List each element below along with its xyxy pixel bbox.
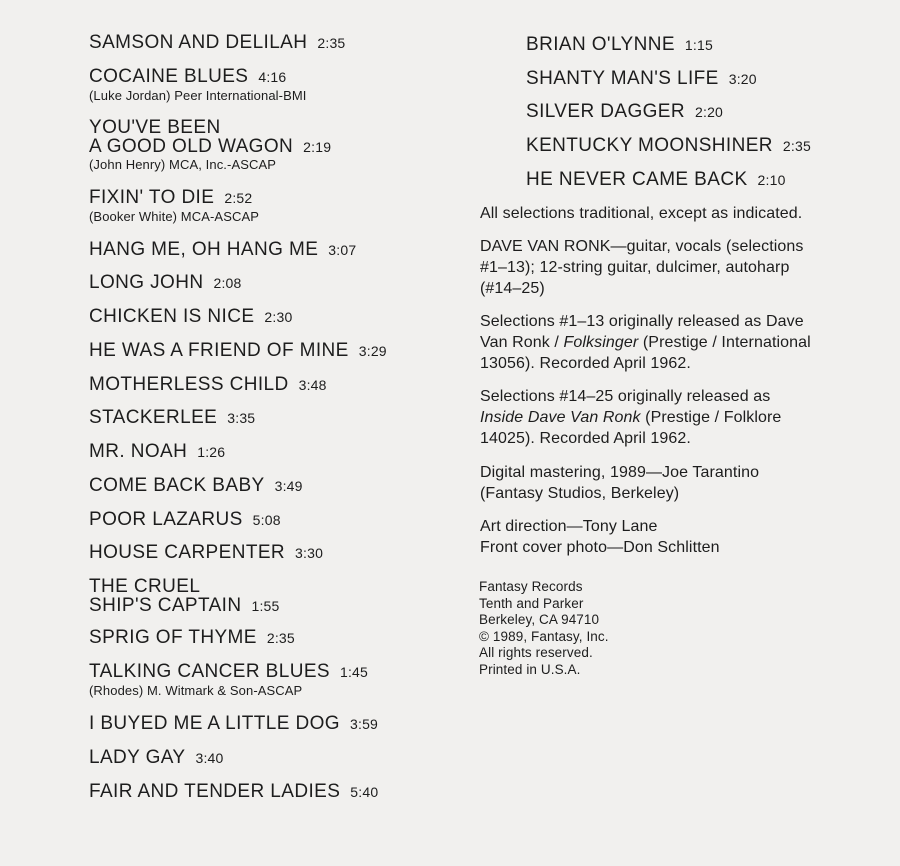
track-title-text: LADY GAY xyxy=(89,747,186,768)
track-title xyxy=(89,748,224,768)
note-release-folksinger xyxy=(480,311,880,374)
track-title-text: CHICKEN IS NICE xyxy=(89,306,255,327)
track-title xyxy=(89,188,252,208)
label-line: Tenth and Parker xyxy=(479,595,584,611)
note-traditional xyxy=(480,203,880,224)
track-duration: 2:35 xyxy=(782,138,811,154)
track-title-line2: SHIP'S CAPTAIN xyxy=(89,595,242,616)
track-title-text: COME BACK BABY xyxy=(89,475,265,496)
track-credit: (John Henry) MCA, Inc.-ASCAP xyxy=(89,157,277,172)
note-line: Selections #14–25 originally released as xyxy=(480,388,771,405)
track-duration: 4:16 xyxy=(258,69,287,85)
track-title xyxy=(526,170,786,190)
track-credit: (Luke Jordan) Peer International-BMI xyxy=(89,88,307,103)
track-title xyxy=(89,375,327,395)
track-duration: 1:15 xyxy=(684,37,713,53)
track-title xyxy=(89,442,225,462)
album-title: Folksinger xyxy=(563,334,639,351)
track-credit: (Booker White) MCA-ASCAP xyxy=(89,209,259,224)
track-title-text: SPRIG OF THYME xyxy=(89,627,257,648)
track-title-text: HANG ME, OH HANG ME xyxy=(89,239,319,260)
track-duration: 2:30 xyxy=(264,309,293,325)
track-duration: 1:55 xyxy=(251,598,280,614)
track-title-line1: THE CRUEL xyxy=(89,576,201,597)
track-title xyxy=(89,341,387,361)
track-title-text: HOUSE CARPENTER xyxy=(89,542,286,563)
track-title-text: FAIR AND TENDER LADIES xyxy=(89,781,341,802)
track-duration: 3:29 xyxy=(358,343,387,359)
note-line xyxy=(480,407,880,428)
track-title xyxy=(89,307,292,327)
label-line: Berkeley, CA 94710 xyxy=(479,612,600,627)
track-title xyxy=(89,782,378,802)
track-title-text: POOR LAZARUS xyxy=(89,509,243,530)
track-title-text: COCAINE BLUES xyxy=(89,66,249,87)
note-line: (#14–25) xyxy=(480,280,545,297)
track-title xyxy=(89,596,280,616)
track-title xyxy=(526,35,713,55)
track-title-text: HE WAS A FRIEND OF MINE xyxy=(89,340,349,361)
track-title-text: MR. NOAH xyxy=(89,441,188,462)
track-title-text: BRIAN O'LYNNE xyxy=(526,34,675,55)
track-duration: 2:35 xyxy=(317,35,346,51)
label-line: All rights reserved. xyxy=(479,645,593,660)
track-title-text: STACKERLEE xyxy=(89,407,218,428)
track-duration: 3:35 xyxy=(227,410,256,426)
track-duration: 2:35 xyxy=(266,630,295,646)
track-title xyxy=(89,714,378,734)
track-duration: 2:10 xyxy=(757,172,786,188)
track-duration: 3:07 xyxy=(328,242,357,258)
track-credit: (Rhodes) M. Witmark & Son-ASCAP xyxy=(89,683,303,698)
track-duration: 3:20 xyxy=(728,71,757,87)
note-mastering xyxy=(480,462,880,504)
track-title-text: MOTHERLESS CHILD xyxy=(89,374,289,395)
note-text: Van Ronk / xyxy=(480,334,564,351)
track-title-text: TALKING CANCER BLUES xyxy=(89,661,330,682)
track-title-text: SILVER DAGGER xyxy=(526,101,685,122)
note-line: Digital mastering, 1989—Joe Tarantino xyxy=(480,464,760,481)
note-release-inside xyxy=(480,386,880,449)
track-duration: 2:52 xyxy=(224,190,253,206)
track-duration: 3:40 xyxy=(195,750,224,766)
track-title xyxy=(89,33,345,53)
track-title xyxy=(89,662,368,682)
label-line: Printed in U.S.A. xyxy=(479,661,581,677)
track-title-text: FIXIN' TO DIE xyxy=(89,187,215,208)
note-art-credits xyxy=(480,516,880,558)
track-duration: 3:48 xyxy=(298,377,327,393)
track-duration: 3:30 xyxy=(295,545,324,561)
note-line: #1–13); 12-string guitar, dulcimer, autoharp xyxy=(480,259,790,276)
note-line: Selections #1–13 originally released as Dave xyxy=(480,313,804,330)
track-title xyxy=(526,136,811,156)
track-duration: 5:40 xyxy=(350,784,379,800)
track-duration: 1:26 xyxy=(197,444,226,460)
track-duration: 3:49 xyxy=(274,478,303,494)
track-title-text: KENTUCKY MOONSHINER xyxy=(526,135,773,156)
track-title xyxy=(89,408,255,428)
track-title xyxy=(89,543,323,563)
label-line: Fantasy Records xyxy=(479,579,583,594)
track-duration: 5:08 xyxy=(252,512,281,528)
label-line: © 1989, Fantasy, Inc. xyxy=(479,628,609,644)
note-text: (Prestige / International xyxy=(638,334,811,351)
track-title-text: SAMSON AND DELILAH xyxy=(89,32,308,53)
note-text: (Prestige / Folklore xyxy=(640,409,782,426)
track-duration: 2:20 xyxy=(695,104,724,120)
track-title xyxy=(89,67,286,87)
track-title-text: HE NEVER CAME BACK xyxy=(526,169,748,190)
note-personnel xyxy=(480,236,880,299)
track-duration: 2:19 xyxy=(303,139,332,155)
track-title xyxy=(89,137,331,157)
note-line: Art direction—Tony Lane xyxy=(480,518,658,535)
track-title xyxy=(89,240,356,260)
track-title-line1: YOU'VE BEEN xyxy=(89,117,221,138)
track-duration: 3:59 xyxy=(350,716,379,732)
label-address xyxy=(479,579,609,678)
track-title xyxy=(89,628,295,648)
note-line: Front cover photo—Don Schlitten xyxy=(480,539,720,556)
note-line xyxy=(480,332,880,353)
track-duration: 1:45 xyxy=(339,664,369,680)
note-traditional-text: All selections traditional, except as indicated. xyxy=(480,205,803,222)
track-title xyxy=(526,69,757,89)
track-title-text: LONG JOHN xyxy=(89,272,204,293)
track-title-text: SHANTY MAN'S LIFE xyxy=(526,68,719,89)
note-line: DAVE VAN RONK—guitar, vocals (selections xyxy=(480,238,804,255)
track-title xyxy=(89,510,281,530)
track-title xyxy=(89,273,242,293)
note-line: 14025). Recorded April 1962. xyxy=(480,430,691,447)
note-line: 13056). Recorded April 1962. xyxy=(480,355,691,372)
track-duration: 2:08 xyxy=(213,275,242,291)
album-title: Inside Dave Van Ronk xyxy=(480,409,641,426)
track-title xyxy=(89,476,303,496)
track-title-line2: A GOOD OLD WAGON xyxy=(89,136,294,157)
track-title xyxy=(526,102,723,122)
note-line: (Fantasy Studios, Berkeley) xyxy=(480,485,680,502)
track-title-text: I BUYED ME A LITTLE DOG xyxy=(89,713,340,734)
